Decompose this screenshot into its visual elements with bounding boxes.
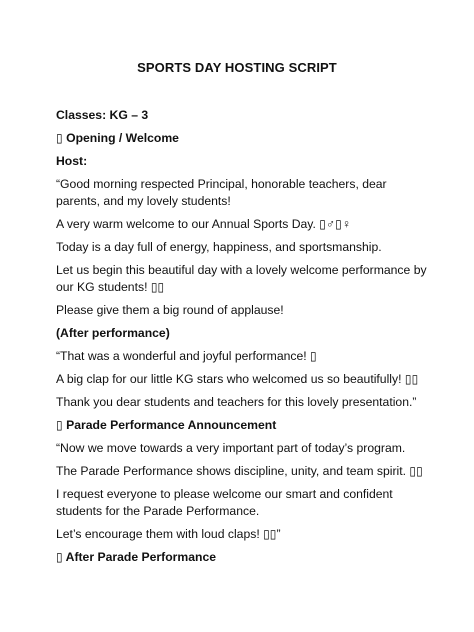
document-title: SPORTS DAY HOSTING SCRIPT <box>137 60 337 75</box>
opening-heading: ▯ Opening / Welcome <box>56 131 179 145</box>
paragraph-big-clap: A big clap for our little KG stars who welcomed us so beautifully! ▯▯ <box>56 372 419 386</box>
paragraph-greeting: “Good morning respected Principal, honorable teachers, dear parents, and my lovely students! <box>56 177 387 208</box>
paragraph-wonderful: “That was a wonderful and joyful performance! ▯ <box>56 349 317 363</box>
paragraph-encourage: Let’s encourage them with loud claps! ▯▯” <box>56 527 281 541</box>
classes-line: Classes: KG – 3 <box>56 108 149 122</box>
parade-heading: ▯ Parade Performance Announcement <box>56 418 277 432</box>
after-performance-label: (After performance) <box>56 326 170 340</box>
paragraph-thank-you: Thank you dear students and teachers for this lovely presentation.” <box>56 395 417 409</box>
paragraph-request: I request everyone to please welcome our smart and confident students for the Parade Performance. <box>56 487 393 518</box>
host-label: Host: <box>56 154 88 168</box>
paragraph-welcome: A very warm welcome to our Annual Sports Day. ▯♂▯♀ <box>56 217 351 231</box>
paragraph-program: “Now we move towards a very important part of today’s program. <box>56 441 406 455</box>
paragraph-applause: Please give them a big round of applause! <box>56 303 284 317</box>
document-body <box>56 107 428 572</box>
paragraph-energy: Today is a day full of energy, happiness, and sportsmanship. <box>56 240 382 254</box>
paragraph-parade-shows: The Parade Performance shows discipline, unity, and team spirit. ▯▯ <box>56 464 423 478</box>
paragraph-kg-performance: Let us begin this beautiful day with a lovely welcome performance by our KG students! ▯▯ <box>56 263 427 294</box>
after-parade-heading: ▯ After Parade Performance <box>56 550 217 564</box>
